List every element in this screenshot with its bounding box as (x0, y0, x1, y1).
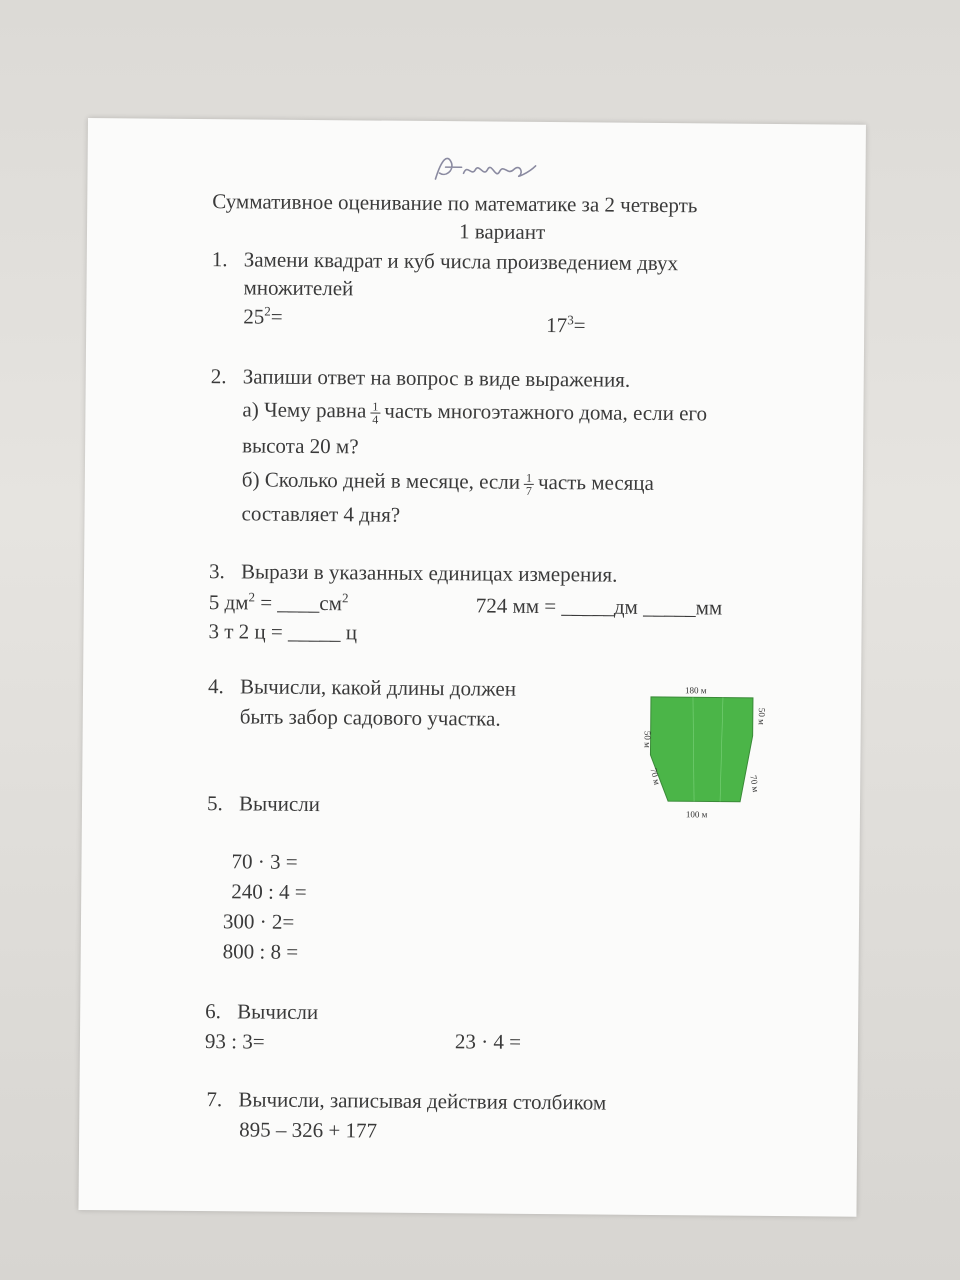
q7-line (206, 1087, 606, 1115)
q6-line (205, 999, 318, 1025)
q5-item: 240 : 4 = (231, 879, 307, 904)
q1-expr-b (546, 312, 586, 338)
q3-text: Вырази в указанных единицах измерения. (240, 559, 618, 587)
q3-e1-exp: 2 (248, 589, 256, 605)
variant-label: 1 вариант (458, 219, 546, 244)
q2-b-line2: составляет 4 дня? (241, 501, 401, 527)
label-top: 180 м (684, 685, 707, 696)
q4-text-line1: Вычисли, какой длины должен (239, 674, 517, 701)
q2-b-post: часть месяца (537, 469, 655, 495)
q3-e1-mid: = ____см (254, 590, 343, 616)
q2-a-line1 (242, 397, 707, 428)
q2-b-pre: б) Сколько дней в месяце, если (241, 467, 521, 494)
q5-line (207, 791, 320, 817)
q6-number: 6. (205, 999, 222, 1024)
q2-number: 2. (210, 364, 227, 389)
q5-number: 5. (206, 791, 223, 816)
worksheet-page (78, 118, 865, 1217)
label-left-upper: 50 м (642, 730, 653, 748)
q2-a-post: часть многоэтажного дома, если его (384, 398, 708, 426)
q4-number: 4. (207, 674, 224, 699)
q7-text: Вычисли, записывая действия столбиком (238, 1087, 607, 1115)
q1-expr-a (243, 303, 283, 329)
q2-a-pre: а) Чему равна (242, 397, 367, 423)
q1-text-line2: множителей (243, 275, 354, 301)
q2-b-line1 (242, 467, 654, 497)
q6-text: Вычисли (237, 999, 319, 1025)
handwritten-signature (427, 149, 547, 186)
q2-b-fraction (524, 472, 534, 497)
q5-text: Вычисли (238, 791, 321, 817)
q1-line1 (212, 247, 678, 276)
q2-a-fraction (370, 400, 380, 425)
q1-expr-a-base: 25 (243, 304, 265, 329)
q1-expr-b-base: 17 (546, 313, 568, 338)
q3-expr-1 (209, 589, 349, 616)
label-right-upper: 50 м (756, 707, 767, 725)
q2-a-frac-num: 1 (372, 399, 379, 414)
q7-expression: 895 – 326 + 177 (239, 1117, 378, 1143)
q2-b-frac-den: 7 (525, 483, 533, 498)
worksheet-title: Суммативное оценивание по математике за 2 четверть (212, 189, 698, 218)
garden-plot-figure (622, 683, 773, 834)
q5-item: 800 : 8 = (222, 939, 299, 964)
q1-expr-a-exp: 2 (264, 303, 271, 319)
q2-line (211, 364, 631, 393)
q3-e1-pre: 5 дм (208, 590, 249, 615)
q1-text-line1: Замени квадрат и куб числа произведением двух (243, 247, 679, 276)
q3-expr-2: 724 мм = _____дм _____мм (475, 593, 723, 620)
q7-number: 7. (206, 1087, 223, 1112)
q3-expr-3: 3 т 2 ц = _____ ц (208, 619, 358, 645)
q3-number: 3. (208, 559, 225, 584)
q1-expr-a-equals: = (270, 304, 283, 329)
q1-number: 1. (211, 247, 228, 272)
q2-a-line2: высота 20 м? (242, 433, 359, 459)
q5-item: 300 · 2= (222, 909, 295, 934)
garden-plot-shape (650, 697, 753, 802)
q6-expr-a: 93 : 3= (204, 1029, 265, 1054)
q2-text: Запиши ответ на вопрос в виде выражения. (242, 364, 631, 392)
q2-b-frac-num: 1 (526, 470, 533, 485)
q2-a-frac-den: 4 (372, 412, 379, 427)
q1-expr-b-exp: 3 (567, 312, 574, 328)
q5-item: 70 · 3 = (231, 849, 298, 874)
label-right-lower: 70 м (748, 774, 761, 793)
label-left-lower: 70 м (648, 766, 663, 786)
q3-line (209, 559, 618, 588)
q6-expr-b: 23 · 4 = (454, 1029, 522, 1054)
q4-text-line2: быть забор садового участка. (239, 704, 501, 731)
q4-line1 (208, 674, 516, 702)
q3-e1-exp2: 2 (341, 590, 349, 606)
q1-expr-b-equals: = (573, 313, 586, 338)
label-bottom: 100 м (685, 809, 708, 820)
